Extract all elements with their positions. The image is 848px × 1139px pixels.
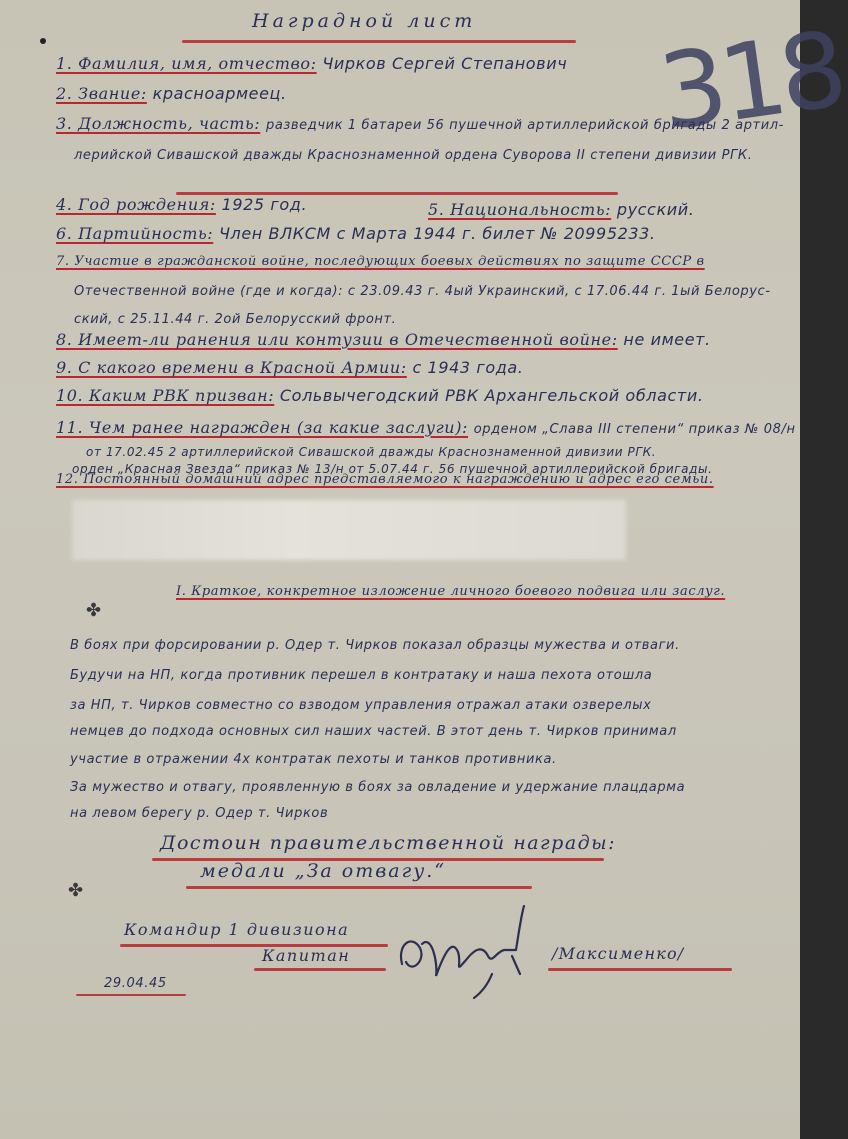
- item-5: [428, 200, 728, 219]
- item-11-label: 11. Чем ранее награжден (за какие заслуги):: [56, 418, 469, 437]
- punch-mark: ✤: [86, 600, 102, 621]
- item-11-line-3: орден „Красная Звезда“ приказ № 13/н от 5.07.44 г. 56 пушечной артиллерийской бригады.: [72, 462, 713, 476]
- narrative-line: Будучи на НП, когда противник перешел в контратаку и наша пехота отошла: [70, 668, 653, 683]
- item-11: [56, 418, 796, 437]
- rank-underline: [254, 968, 386, 971]
- handwritten-signature: [392, 904, 562, 1014]
- item-3-value-cont: лерийской Сивашской дважды Краснознаменной ордена Суворова II степени дивизии РГК.: [74, 148, 753, 163]
- item-9-value: с 1943 года.: [412, 358, 524, 377]
- item-11-line-2: от 17.02.45 2 артиллерийской Сивашской дважды Краснознаменной дивизии РГК.: [86, 445, 657, 459]
- name-underline: [548, 968, 732, 971]
- item-3: [56, 114, 796, 133]
- title-underline: [182, 40, 576, 43]
- date-underline: [76, 994, 186, 996]
- narrative-line: участие в отражении 4х контратак пехоты и танков противника.: [70, 752, 557, 767]
- commander-role: Командир 1 дивизиона: [124, 920, 350, 939]
- punch-hole: [40, 38, 46, 44]
- item-6-value: Член ВЛКСМ с Марта 1944 г. билет № 20995233.: [218, 224, 656, 243]
- document-title: Наградной лист: [252, 10, 477, 32]
- commander-name: /Максименко/: [552, 944, 685, 963]
- redacted-address-area: [72, 500, 626, 560]
- item-3-value: разведчик 1 батареи 56 пушечной артиллерийской бригады 2 артил-: [265, 118, 784, 133]
- item-11-value: орденом „Слава III степени“ приказ № 08/н: [473, 422, 796, 437]
- punch-mark: ✤: [68, 880, 84, 901]
- item-10-value: Сольвычегодский РВК Архангельской области.: [279, 386, 704, 405]
- item-2: [56, 84, 736, 103]
- item-1-label: 1. Фамилия, имя, отчество:: [56, 54, 317, 73]
- item-8-value: не имеет.: [623, 330, 711, 349]
- item-2-label: 2. Звание:: [56, 84, 147, 103]
- narrative-line: за НП, т. Чирков совместно со взводом управления отражал атаки озверелых: [70, 698, 652, 713]
- item-4-value: 1925 год.: [221, 195, 308, 214]
- item-7-line-3: ский, с 25.11.44 г. 2ой Белорусский фронт.: [74, 312, 397, 327]
- handwritten-registry-number: 318: [652, 8, 848, 154]
- item-6-label: 6. Партийность:: [56, 224, 214, 243]
- item-7-label: 7. Участие в гражданской войне, последующих боевых действиях по защите СССР в: [56, 254, 705, 269]
- item-9: [56, 358, 776, 377]
- section-1-heading: I. Краткое, конкретное изложение личного боевого подвига или заслуг.: [176, 584, 726, 599]
- item-2-value: красноармеец.: [152, 84, 287, 103]
- signature-date: 29.04.45: [104, 976, 167, 991]
- medal-underline: [186, 886, 532, 889]
- narrative-line: За мужество и отвагу, проявленную в боях за овладение и удержание плацдарма: [70, 780, 686, 795]
- item-7-line-2: Отечественной войне (где и когда): с 23.09.43 г. 4ый Украинский, с 17.06.44 г. 1ый Белорус-: [74, 284, 771, 299]
- item-12-label: 12. Постоянный домашний адрес представляемого к награждению и адрес его семьи.: [56, 472, 714, 487]
- item-9-label: 9. С какого времени в Красной Армии:: [56, 358, 407, 377]
- narrative-line: В боях при форсировании р. Одер т. Чирков показал образцы мужества и отваги.: [70, 638, 680, 653]
- item-10-label: 10. Каким РВК призван:: [56, 386, 275, 405]
- item-6: [56, 224, 756, 243]
- item-3-label: 3. Должность, часть:: [56, 114, 261, 133]
- worthy-of-award: Достоин правительственной награды:: [160, 832, 617, 854]
- item-1-value: Чирков Сергей Степанович: [322, 54, 568, 73]
- item-10: [56, 386, 776, 405]
- narrative-line: на левом берегу р. Одер т. Чирков: [70, 806, 329, 821]
- item-8: [56, 330, 776, 349]
- narrative-line: немцев до подхода основных сил наших частей. В этот день т. Чирков принимал: [70, 724, 677, 739]
- item-5-value: русский.: [616, 200, 695, 219]
- item-4-label: 4. Год рождения:: [56, 195, 216, 214]
- commander-rank: Капитан: [262, 946, 351, 965]
- item-4: [56, 195, 416, 214]
- item-8-label: 8. Имеет-ли ранения или контузии в Отечественной войне:: [56, 330, 618, 349]
- item-5-label: 5. Национальность:: [428, 200, 612, 219]
- item-1: [56, 54, 736, 73]
- medal-name: медали „За отвагу.“: [200, 860, 447, 882]
